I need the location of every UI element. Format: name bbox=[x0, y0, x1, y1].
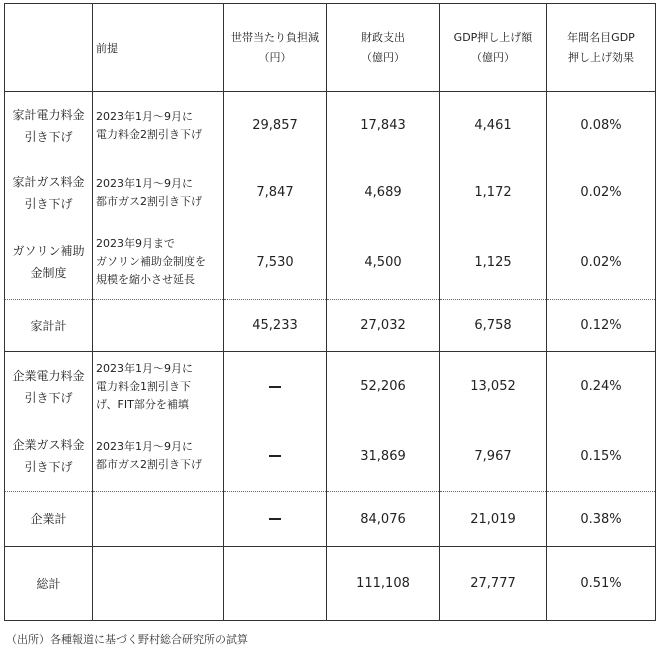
header-burden bbox=[224, 4, 327, 92]
premise-line1: 2023年9月まで bbox=[96, 237, 175, 251]
cell-gdp-boost: 6,758 bbox=[440, 300, 547, 352]
cell-gdp-boost: 27,777 bbox=[440, 547, 547, 621]
cell-gdp-effect: 0.12% bbox=[547, 300, 656, 352]
cell-gdp-effect: 0.02% bbox=[547, 160, 656, 226]
premise-line1: 2023年1月～9月に bbox=[96, 440, 193, 454]
dash-mark bbox=[269, 455, 281, 457]
row-label-line1: 家計ガス料金 bbox=[12, 174, 85, 189]
header-premise: 前提 bbox=[93, 4, 224, 92]
cell-fiscal: 84,076 bbox=[327, 492, 440, 547]
cell-gdp-boost: 13,052 bbox=[440, 352, 547, 422]
cell-burden: 45,233 bbox=[224, 300, 327, 352]
premise-line1: 2023年1月～9月に bbox=[96, 361, 193, 375]
cell-gdp-boost: 21,019 bbox=[440, 492, 547, 547]
header-fiscal-line1: 財政支出 bbox=[361, 30, 405, 44]
header-gdp-effect bbox=[547, 4, 656, 92]
dash-mark bbox=[269, 386, 281, 388]
premise-line1: 2023年1月～9月に bbox=[96, 109, 193, 123]
row-premise bbox=[93, 492, 224, 547]
row-label: 総計 bbox=[5, 547, 93, 621]
cell-gdp-boost: 7,967 bbox=[440, 422, 547, 492]
cell-gdp-effect: 0.51% bbox=[547, 547, 656, 621]
cell-fiscal: 31,869 bbox=[327, 422, 440, 492]
cell-gdp-effect: 0.08% bbox=[547, 92, 656, 160]
cell-fiscal: 4,689 bbox=[327, 160, 440, 226]
row-label bbox=[5, 352, 93, 422]
header-empty-cell bbox=[5, 4, 93, 92]
cell-fiscal: 17,843 bbox=[327, 92, 440, 160]
cell-burden bbox=[224, 547, 327, 621]
cell-burden: 29,857 bbox=[224, 92, 327, 160]
cell-fiscal: 27,032 bbox=[327, 300, 440, 352]
premise-line2: 電力料金2割引き下げ bbox=[96, 127, 202, 141]
premise-line2: ガソリン補助金制度を bbox=[96, 255, 206, 269]
premise-line2: 電力料金1割引き下 bbox=[96, 379, 191, 393]
header-gdp-boost bbox=[440, 4, 547, 92]
cell-burden: 7,847 bbox=[224, 160, 327, 226]
header-gdp-effect-line2: 押し上げ効果 bbox=[568, 50, 634, 64]
premise-line2: 都市ガス2割引き下げ bbox=[96, 194, 202, 208]
cell-gdp-boost: 1,125 bbox=[440, 226, 547, 300]
row-premise bbox=[93, 352, 224, 422]
cell-burden-dash bbox=[224, 352, 327, 422]
row-label: 家計計 bbox=[5, 300, 93, 352]
row-premise bbox=[93, 160, 224, 226]
row-label-line1: ガソリン補助 bbox=[12, 244, 85, 259]
cell-gdp-effect: 0.15% bbox=[547, 422, 656, 492]
cell-gdp-boost: 1,172 bbox=[440, 160, 547, 226]
row-label-line1: 企業ガス料金 bbox=[12, 438, 85, 453]
row-label bbox=[5, 92, 93, 160]
cell-fiscal: 52,206 bbox=[327, 352, 440, 422]
dash-mark bbox=[269, 518, 281, 520]
row-premise bbox=[93, 422, 224, 492]
cell-fiscal: 4,500 bbox=[327, 226, 440, 300]
row-label bbox=[5, 160, 93, 226]
row-label-line2: 引き下げ bbox=[24, 390, 73, 405]
header-burden-line2: （円） bbox=[258, 50, 292, 64]
cell-gdp-effect: 0.02% bbox=[547, 226, 656, 300]
row-label bbox=[5, 226, 93, 300]
cell-fiscal: 111,108 bbox=[327, 547, 440, 621]
source-note: （出所）各種報道に基づく野村総合研究所の試算 bbox=[6, 633, 248, 646]
row-label-line2: 引き下げ bbox=[24, 129, 73, 144]
header-row bbox=[5, 4, 656, 92]
cell-gdp-effect: 0.38% bbox=[547, 492, 656, 547]
row-label-line2: 引き下げ bbox=[24, 196, 73, 211]
cell-burden: 7,530 bbox=[224, 226, 327, 300]
row-label-line2: 引き下げ bbox=[24, 460, 73, 475]
table-row bbox=[5, 352, 656, 422]
premise-line3: 規模を縮小させ延長 bbox=[96, 273, 195, 287]
row-label bbox=[5, 422, 93, 492]
table-row bbox=[5, 160, 656, 226]
subtotal-row bbox=[5, 300, 656, 352]
row-label-line2: 金制度 bbox=[30, 266, 67, 281]
row-premise bbox=[93, 547, 224, 621]
premise-line1: 2023年1月～9月に bbox=[96, 176, 193, 190]
header-fiscal-line2: （億円） bbox=[361, 50, 405, 64]
cell-gdp-boost: 4,461 bbox=[440, 92, 547, 160]
total-row bbox=[5, 547, 656, 621]
row-premise bbox=[93, 300, 224, 352]
cell-burden-dash bbox=[224, 492, 327, 547]
table-row bbox=[5, 422, 656, 492]
table-row bbox=[5, 226, 656, 300]
header-gdp-boost-line1: GDP押し上げ額 bbox=[453, 30, 533, 44]
data-table bbox=[4, 3, 656, 621]
row-premise bbox=[93, 92, 224, 160]
header-burden-line1: 世帯当たり負担減 bbox=[231, 30, 319, 44]
premise-line3: げ、FIT部分を補填 bbox=[96, 397, 189, 411]
row-label-line1: 企業電力料金 bbox=[12, 368, 85, 383]
header-gdp-effect-line1: 年間名目GDP bbox=[567, 30, 635, 44]
table-row bbox=[5, 92, 656, 160]
row-label: 企業計 bbox=[5, 492, 93, 547]
header-gdp-boost-line2: （億円） bbox=[471, 50, 515, 64]
header-fiscal bbox=[327, 4, 440, 92]
row-premise bbox=[93, 226, 224, 300]
cell-gdp-effect: 0.24% bbox=[547, 352, 656, 422]
subtotal-row bbox=[5, 492, 656, 547]
row-label-line1: 家計電力料金 bbox=[12, 107, 85, 122]
premise-line2: 都市ガス2割引き下げ bbox=[96, 458, 202, 472]
cell-burden-dash bbox=[224, 422, 327, 492]
